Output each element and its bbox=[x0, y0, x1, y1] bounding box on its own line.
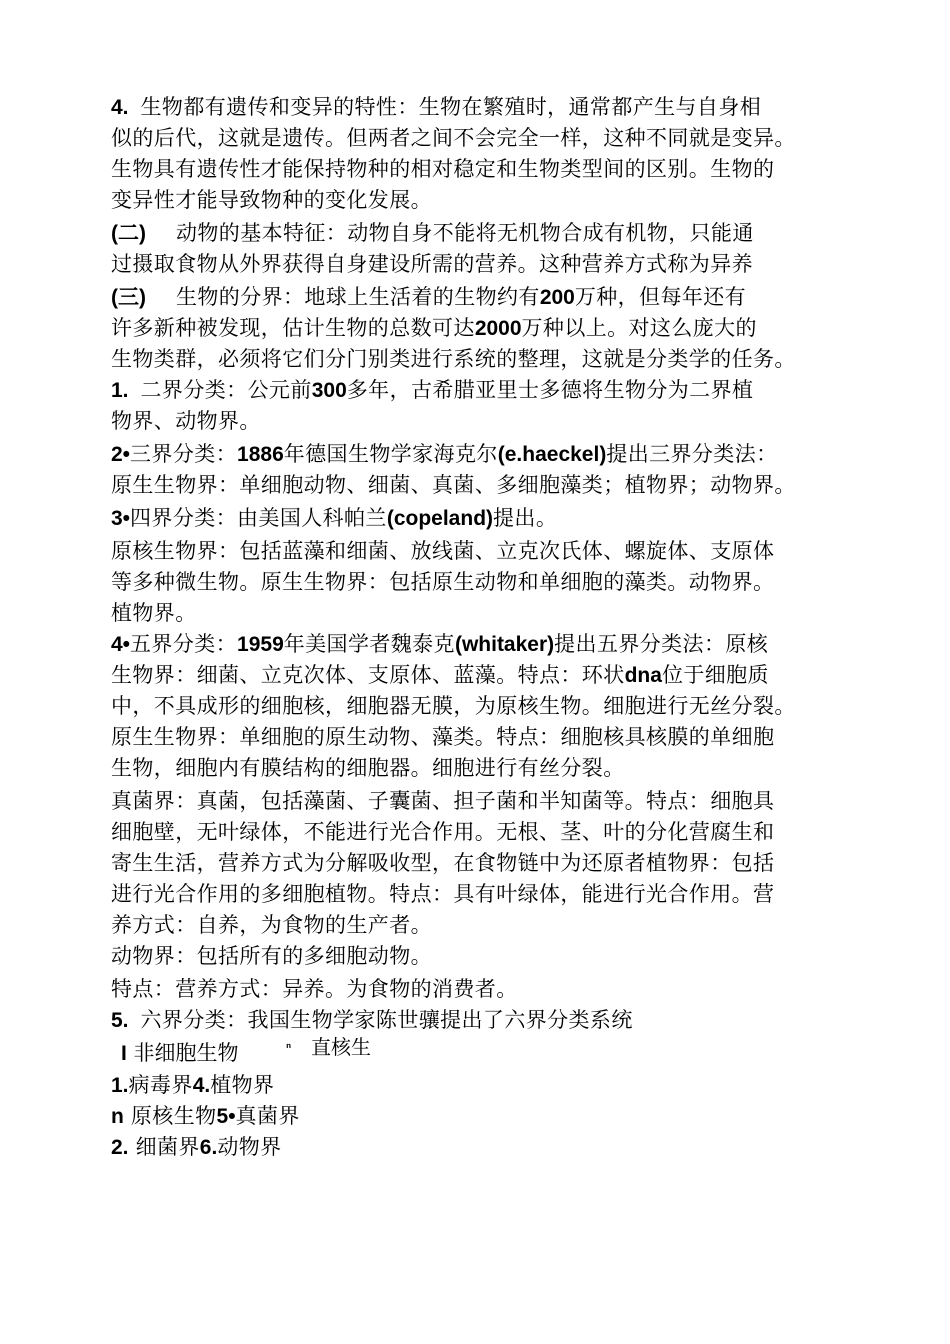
line-text: 动物界：包括所有的多细胞动物。 bbox=[111, 944, 432, 968]
paragraph-line bbox=[111, 282, 871, 313]
kingdom-name: 细菌界 bbox=[135, 1135, 200, 1159]
item-number: 4• bbox=[111, 633, 131, 656]
line-text: 生物类群，必须将它们分门别类进行系统的整理，这就是分类学的任务。 bbox=[111, 347, 796, 371]
group-mark: n bbox=[111, 1105, 124, 1128]
line-text: 万种以上。对这么庞大的 bbox=[521, 316, 757, 340]
paragraph-line bbox=[111, 941, 871, 972]
number-text: 2000 bbox=[474, 317, 522, 340]
line-text: 中，不具成形的细胞核，细胞器无膜，为原核生物。细胞进行无丝分裂。 bbox=[111, 694, 796, 718]
paragraph-line bbox=[111, 786, 871, 817]
line-text: 位于细胞质 bbox=[661, 663, 769, 687]
item-number: 1. bbox=[111, 379, 129, 402]
line-text: 物界、动物界。 bbox=[111, 409, 261, 433]
line-text: 提出三界分类法： bbox=[606, 442, 778, 466]
paragraph-line bbox=[111, 218, 871, 249]
line-text: 提出。 bbox=[493, 506, 558, 530]
item-number: 2. bbox=[111, 1136, 129, 1159]
paragraph-line bbox=[111, 660, 871, 691]
paragraph-line bbox=[111, 503, 871, 534]
item-number: 6. bbox=[199, 1136, 218, 1159]
group-mark: I bbox=[121, 1042, 127, 1065]
item-number: 4. bbox=[111, 96, 129, 119]
paragraph-line bbox=[111, 375, 871, 406]
paragraph-line bbox=[111, 598, 871, 629]
line-text: 年德国生物学家海克尔 bbox=[283, 442, 498, 466]
line-text: 生物界：细菌、立克次体、支原体、蓝藻。特点：环状 bbox=[111, 663, 625, 687]
line-text: 万种，但每年还有 bbox=[574, 285, 747, 309]
item-number: 5• bbox=[216, 1105, 236, 1128]
section-number: (三) bbox=[111, 286, 146, 309]
latin-name: (e.haeckel) bbox=[497, 443, 607, 466]
group-label: 原核生物 bbox=[130, 1104, 217, 1128]
group-label: 直核生 bbox=[311, 1036, 371, 1058]
number-text: 200 bbox=[539, 286, 575, 309]
six-kingdom-row bbox=[111, 1132, 871, 1163]
number-text: 300 bbox=[311, 379, 347, 402]
line-text: 生物的分界：地球上生活着的生物约有 bbox=[176, 285, 540, 309]
number-text: 1886 bbox=[237, 443, 284, 466]
line-text: 细胞壁，无叶绿体，不能进行光合作用。无根、茎、叶的分化营腐生和 bbox=[111, 820, 775, 844]
six-kingdom-row bbox=[111, 1070, 871, 1101]
line-text: 提出五界分类法：原核 bbox=[554, 632, 769, 656]
line-text: 寄生生活，营养方式为分解吸收型，在食物链中为还原者植物界：包括 bbox=[111, 851, 775, 875]
item-number: 3• bbox=[111, 507, 131, 530]
line-text: 真菌界：真菌，包括藻菌、子囊菌、担子菌和半知菌等。特点：细胞具 bbox=[111, 789, 775, 813]
line-text: 三界分类： bbox=[130, 442, 238, 466]
item-number: 4. bbox=[192, 1074, 211, 1097]
latin-name: (whitaker) bbox=[454, 633, 555, 656]
paragraph-line bbox=[111, 536, 871, 567]
line-text: 似的后代，这就是遗传。但两者之间不会完全一样，这种不同就是变异。 bbox=[111, 126, 796, 150]
section-number: (二) bbox=[111, 222, 146, 245]
line-text: 变异性才能导致物种的变化发展。 bbox=[111, 188, 432, 212]
line-text: 原生生物界：单细胞动物、细菌、真菌、多细胞藻类；植物界；动物界。 bbox=[111, 473, 796, 497]
line-text: 生物都有遗传和变异的特性：生物在繁殖时，通常都产生与自身相 bbox=[140, 95, 762, 119]
line-text: 动物的基本特征：动物自身不能将无机物合成有机物，只能通 bbox=[176, 221, 754, 245]
line-text: 年美国学者魏泰克 bbox=[283, 632, 455, 656]
line-text: 四界分类：由美国人科帕兰 bbox=[130, 506, 387, 530]
paragraph-line bbox=[111, 344, 871, 375]
paragraph-line bbox=[111, 974, 871, 1005]
kingdom-name: 病毒界 bbox=[128, 1073, 193, 1097]
line-text: 过摄取食物从外界获得自身建设所需的营养。这种营养方式称为异养 bbox=[111, 252, 753, 276]
paragraph-line bbox=[111, 313, 871, 344]
paragraph-line bbox=[111, 629, 871, 660]
line-text: 原生生物界：单细胞的原生动物、藻类。特点：细胞核具核膜的单细胞 bbox=[111, 725, 775, 749]
paragraph-line bbox=[111, 470, 871, 501]
group-mark: ⁿ bbox=[286, 1039, 292, 1054]
paragraph-line bbox=[111, 439, 871, 470]
kingdom-name: 植物界 bbox=[210, 1073, 275, 1097]
line-text: 多年，古希腊亚里士多德将生物分为二界植 bbox=[346, 378, 754, 402]
paragraph-line bbox=[111, 817, 871, 848]
line-text: 许多新种被发现，估计生物的总数可达 bbox=[111, 316, 475, 340]
six-kingdom-row bbox=[111, 1101, 871, 1132]
item-number: 1. bbox=[111, 1074, 129, 1097]
paragraph-line bbox=[111, 1005, 871, 1036]
kingdom-name: 真菌界 bbox=[235, 1104, 300, 1128]
paragraph-line bbox=[111, 691, 871, 722]
document-body bbox=[111, 92, 871, 1163]
line-text: 生物具有遗传性才能保持物种的相对稳定和生物类型间的区别。生物的 bbox=[111, 157, 775, 181]
latin-name: dna bbox=[624, 664, 662, 687]
line-text: 原核生物界：包括蓝藻和细菌、放线菌、立克次氏体、螺旋体、支原体 bbox=[111, 539, 775, 563]
paragraph-line bbox=[111, 249, 871, 280]
line-text: 等多种微生物。原生生物界：包括原生动物和单细胞的藻类。动物界。 bbox=[111, 570, 775, 594]
paragraph-line bbox=[111, 92, 871, 123]
paragraph-line bbox=[111, 406, 871, 437]
line-text: 五界分类： bbox=[130, 632, 238, 656]
group-label: 非细胞生物 bbox=[133, 1041, 239, 1065]
line-text: 生物，细胞内有膜结构的细胞器。细胞进行有丝分裂。 bbox=[111, 756, 625, 780]
line-text: 进行光合作用的多细胞植物。特点：具有叶绿体，能进行光合作用。营 bbox=[111, 882, 775, 906]
paragraph-line bbox=[111, 722, 871, 753]
paragraph-line bbox=[111, 910, 871, 941]
paragraph-line bbox=[111, 848, 871, 879]
six-kingdom-group bbox=[121, 1036, 239, 1071]
number-text: 1959 bbox=[237, 633, 284, 656]
latin-name: (copeland) bbox=[386, 507, 494, 530]
paragraph-line bbox=[111, 123, 871, 154]
item-number: 5. bbox=[111, 1009, 129, 1032]
paragraph-line bbox=[111, 185, 871, 216]
six-kingdom-row bbox=[111, 1036, 871, 1070]
line-text: 二界分类：公元前 bbox=[140, 378, 312, 402]
item-number: 2• bbox=[111, 443, 131, 466]
paragraph-line bbox=[111, 154, 871, 185]
line-text: 六界分类：我国生物学家陈世骧提出了六界分类系统 bbox=[140, 1008, 633, 1032]
paragraph-line bbox=[111, 879, 871, 910]
paragraph-line bbox=[111, 567, 871, 598]
paragraph-line bbox=[111, 753, 871, 784]
line-text: 养方式：自养，为食物的生产者。 bbox=[111, 913, 432, 937]
line-text: 特点：营养方式：异养。为食物的消费者。 bbox=[111, 977, 518, 1001]
line-text: 植物界。 bbox=[111, 601, 197, 625]
kingdom-name: 动物界 bbox=[217, 1135, 282, 1159]
